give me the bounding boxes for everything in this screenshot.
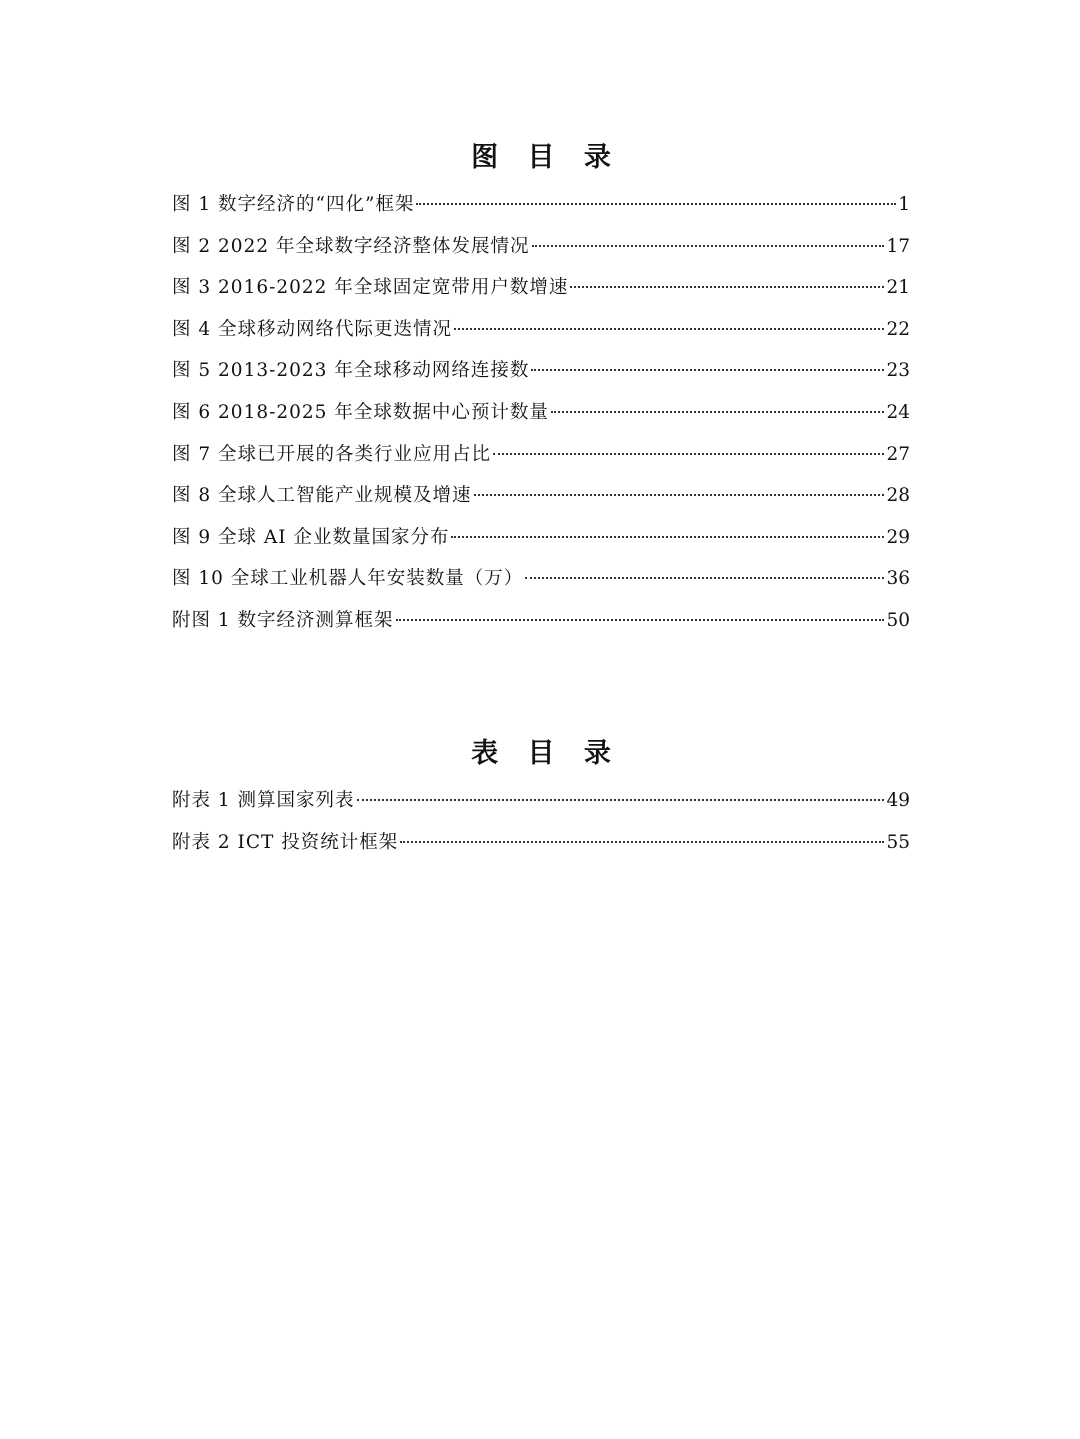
toc-entry-label: 附图 1 数字经济测算框架 [172, 609, 394, 631]
dot-leader [416, 203, 896, 205]
toc-entry-label: 图 8 全球人工智能产业规模及增速 [172, 485, 472, 507]
figure-index-list [172, 184, 910, 642]
dot-leader [474, 494, 885, 496]
table-index-list [172, 780, 910, 863]
toc-entry-label: 图 2 2022 年全球数字经济整体发展情况 [172, 235, 530, 257]
toc-entry-figure-10[interactable] [172, 558, 910, 600]
toc-entry-page: 21 [886, 277, 910, 299]
toc-entry-figure-5[interactable] [172, 350, 910, 392]
toc-entry-page: 49 [886, 790, 910, 811]
toc-entry-page: 17 [886, 235, 910, 257]
toc-entry-label: 图 10 全球工业机器人年安装数量（万） [172, 568, 524, 590]
toc-entry-page: 23 [886, 360, 910, 382]
dot-leader [451, 536, 884, 538]
toc-entry-page: 50 [886, 609, 910, 631]
toc-entry-page: 36 [886, 568, 910, 590]
toc-entry-figure-1[interactable] [172, 184, 910, 226]
toc-entry-label: 图 5 2013-2023 年全球移动网络连接数 [172, 360, 530, 382]
toc-entry-page: 55 [886, 831, 910, 853]
toc-entry-appendix-table-1[interactable] [172, 780, 910, 822]
table-index-title: 表 目 录 [471, 738, 621, 769]
dot-leader [532, 245, 885, 247]
toc-entry-label: 图 6 2018-2025 年全球数据中心预计数量 [172, 401, 549, 423]
dot-leader [525, 577, 884, 579]
toc-entry-figure-8[interactable] [172, 475, 910, 517]
dot-leader [570, 286, 884, 288]
toc-entry-page: 27 [886, 443, 910, 465]
toc-entry-label: 图 9 全球 AI 企业数量国家分布 [172, 526, 450, 548]
toc-entry-appendix-table-2[interactable] [172, 822, 910, 864]
toc-entry-label: 图 3 2016-2022 年全球固定宽带用户数增速 [172, 277, 569, 299]
toc-entry-page: 22 [886, 318, 910, 340]
toc-entry-page: 28 [886, 485, 910, 507]
dot-leader [357, 799, 885, 801]
toc-entry-figure-7[interactable] [172, 434, 910, 476]
dot-leader [454, 328, 884, 330]
dot-leader [551, 411, 885, 413]
dot-leader [396, 619, 885, 621]
toc-entry-figure-6[interactable] [172, 392, 910, 434]
toc-entry-label: 附表 2 ICT 投资统计框架 [172, 831, 399, 853]
toc-entry-figure-9[interactable] [172, 517, 910, 559]
toc-entry-page: 29 [886, 526, 910, 548]
dot-leader [493, 453, 884, 455]
table-index-section [172, 732, 910, 863]
toc-entry-page: 24 [886, 401, 910, 423]
toc-entry-label: 图 1 数字经济的“四化”框架 [172, 194, 415, 215]
toc-entry-figure-2[interactable] [172, 226, 910, 268]
toc-entry-label: 附表 1 测算国家列表 [172, 790, 355, 811]
figure-index-section [172, 136, 910, 642]
toc-entry-page: 1 [898, 194, 910, 215]
dot-leader [400, 841, 884, 843]
figure-index-title: 图 目 录 [471, 142, 621, 173]
toc-entry-appendix-figure-1[interactable] [172, 600, 910, 642]
toc-entry-figure-4[interactable] [172, 309, 910, 351]
toc-entry-label: 图 7 全球已开展的各类行业应用占比 [172, 443, 492, 465]
toc-entry-figure-3[interactable] [172, 267, 910, 309]
dot-leader [531, 369, 884, 371]
toc-entry-label: 图 4 全球移动网络代际更迭情况 [172, 318, 453, 340]
